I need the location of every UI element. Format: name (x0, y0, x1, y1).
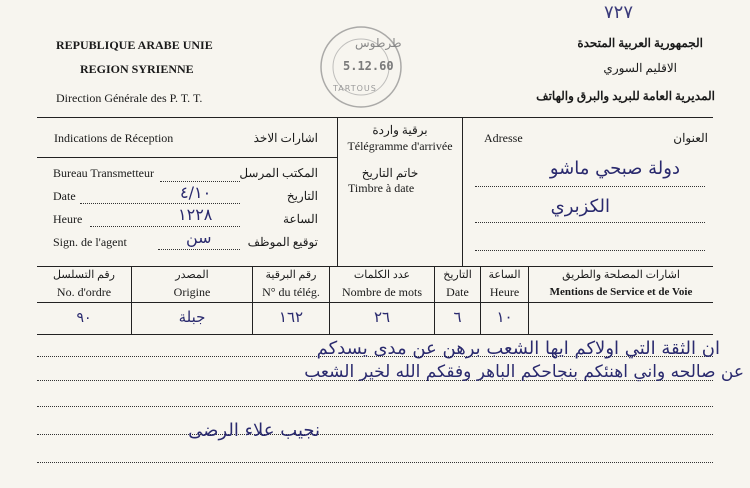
value-order: ٩٠ (76, 310, 92, 326)
telegram-right-border (462, 117, 463, 266)
reception-label-ar-agent: توقيع الموظف (247, 235, 318, 249)
reception-dots-heure (90, 226, 240, 227)
reception-label-ar-date: التاريخ (286, 189, 318, 203)
value-origin: جبلة (178, 308, 206, 326)
col-ar-teleg: رقم البرقية (265, 269, 317, 281)
header-fr-line2: REGION SYRIENNE (80, 62, 194, 76)
reception-label-fr-heure: Heure (53, 212, 83, 226)
address-dots-2 (475, 222, 705, 223)
value-words: ٢٦ (373, 308, 391, 326)
reception-dots-date (80, 203, 240, 204)
reception-title-ar: اشارات الاخذ (253, 131, 318, 145)
message-line-5 (37, 462, 713, 463)
table-header-divider (37, 302, 713, 303)
form-mid-border (37, 266, 713, 267)
message-line-3 (37, 406, 713, 407)
col-ar-date: التاريخ (443, 269, 472, 281)
address-line1: دولة صبحي ماشو (549, 158, 680, 179)
message-text-line1: ان الثقة التي اولاكم ايها الشعب برهن عن مدى يسدكم (316, 338, 720, 359)
col-ar-order: رقم التسلسل (53, 269, 115, 281)
message-line-4 (37, 434, 713, 435)
header-ar-line3: المديرية العامة للبريد والبرق والهاتف (536, 89, 715, 103)
header-ar-line1: الجمهورية العربية المتحدة (577, 36, 703, 50)
postmark-date: 5.12.60 (343, 59, 394, 73)
postmark-arabic: طرطوس (355, 36, 402, 50)
telegram-title-fr: Télégramme d'arrivée (347, 139, 453, 153)
reception-label-fr-agent: Sign. de l'agent (53, 235, 127, 249)
header-ar-line2: الاقليم السوري (603, 61, 677, 75)
header-fr-line3: Direction Générale des P. T. T. (56, 91, 203, 105)
reception-dots-bureau (160, 181, 240, 182)
col-fr-order: No. d'ordre (56, 285, 112, 299)
postmark-city: TARTOUS (333, 84, 377, 93)
address-label-ar: العنوان (673, 131, 708, 145)
reception-value-agent: سن (186, 228, 212, 247)
telegram-title-ar: برقية واردة (372, 123, 428, 137)
reception-title-fr: Indications de Réception (54, 131, 174, 145)
col-fr-service: Mentions de Service et de Voie (549, 286, 693, 298)
form-top-border (37, 117, 713, 118)
doc-number: ٧٢٧ (604, 2, 634, 23)
col-fr-teleg: N° du télég. (262, 285, 320, 299)
col-ar-origin: المصدر (175, 269, 209, 281)
col-fr-words: Nombre de mots (342, 285, 422, 299)
col-ar-hour: الساعة (488, 269, 521, 281)
col-fr-origin: Origine (173, 285, 211, 299)
reception-label-fr-date: Date (53, 189, 76, 203)
value-date: ٦ (453, 308, 462, 326)
reception-header-divider (37, 157, 337, 158)
telegram-stamp-fr: Timbre à date (348, 181, 415, 195)
reception-value-heure: ١٢٢٨ (178, 205, 213, 224)
col-ar-words: عدد الكلمات (353, 269, 411, 281)
reception-dots-agent (158, 249, 240, 250)
address-line2: الكزبري (550, 196, 610, 217)
reception-label-ar-bureau: المكتب المرسل (239, 166, 318, 180)
table-bottom-border (37, 334, 713, 335)
message-signature: نجيب علاء الرضى (188, 420, 320, 441)
header-fr-line1: REPUBLIQUE ARABE UNIE (56, 38, 213, 52)
telegram-stamp-ar: خاتم التاريخ (361, 166, 419, 180)
address-label-fr: Adresse (484, 131, 523, 145)
reception-value-date: ٤/١٠ (180, 183, 212, 202)
message-text-line2: عن صالحه واني اهنئكم بنجاحكم الباهر وفقكم الله لخير الشعب (304, 362, 744, 382)
value-teleg: ١٦٢ (278, 308, 304, 326)
reception-label-ar-heure: الساعة (283, 212, 318, 226)
col-fr-hour: Heure (489, 285, 520, 299)
postmark-stamp (313, 22, 409, 112)
col-ar-service: اشارات المصلحة والطريق (562, 269, 680, 281)
address-dots-3 (475, 250, 705, 251)
address-dots-1 (475, 186, 705, 187)
reception-label-fr-bureau: Bureau Transmetteur (53, 166, 154, 180)
col-fr-date: Date (446, 285, 469, 299)
value-hour: ١٠ (496, 308, 513, 326)
